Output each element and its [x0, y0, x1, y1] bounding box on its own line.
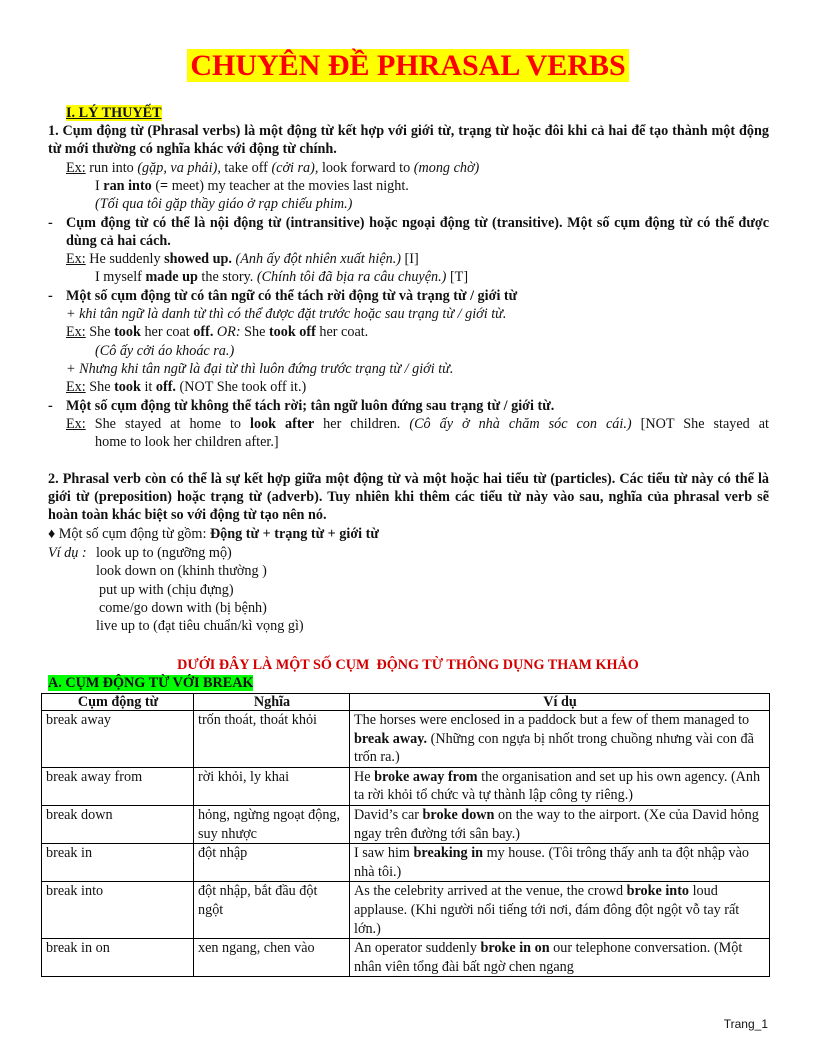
table-row [42, 767, 770, 805]
paragraph-1: 1. Cụm động từ (Phrasal verbs) là một động từ kết hợp với giới từ, trạng từ hoặc đôi khi cả hai để tạo thành một động từ mới thường có nghĩa khác với động từ chính. [48, 123, 769, 158]
page-number: Trang_1 [723, 1017, 768, 1031]
table-row [42, 805, 770, 843]
meaning-cell: xen ngang, chen vào [194, 939, 350, 977]
verb-cell: break down [42, 805, 194, 843]
page-title: CHUYÊN ĐỀ PHRASAL VERBS [0, 46, 816, 86]
verb-cell: break away from [42, 767, 194, 805]
example-cell: I saw him breaking in my house. (Tôi trông thấy anh ta đột nhập vào nhà tôi.) [350, 844, 770, 882]
meaning-cell: trốn thoát, thoát khỏi [194, 711, 350, 768]
example-line: Ex: She took her coat off. OR: She took off her coat. [66, 324, 369, 340]
bullet-line: ♦ Một số cụm động từ gồm: Động từ + trạng từ + giới từ [48, 526, 379, 542]
example-cell: David’s car broke down on the way to the airport. (Xe của David hỏng ngay trên đường tới sân bay.) [350, 805, 770, 843]
list-item: put up with (chịu đựng) [99, 582, 234, 598]
example-translation: (Tối qua tôi gặp thầy giáo ở rạp chiếu phim.) [95, 196, 353, 212]
verb-cell: break away [42, 711, 194, 768]
table-header-row [42, 694, 770, 711]
verb-cell: break in [42, 844, 194, 882]
example-line: Ex: He suddenly showed up. (Anh ấy đột nhiên xuất hiện.) [I] [66, 251, 419, 267]
meaning-cell: đột nhập, bắt đầu đột ngột [194, 882, 350, 939]
bullet-dash: - [48, 288, 53, 304]
meaning-cell: đột nhập [194, 844, 350, 882]
column-header: Ví dụ [350, 694, 770, 711]
bullet-dash: - [48, 215, 53, 231]
example-cell: As the celebrity arrived at the venue, the crowd broke into loud applause. (Khi người nổi tiếng tới nơi, đám đông đột ngột vỗ tay rất lớn.) [350, 882, 770, 939]
reference-heading: DƯỚI ĐÂY LÀ MỘT SỐ CỤM ĐỘNG TỪ THÔNG DỤNG THAM KHẢO [177, 657, 639, 673]
column-header: Cụm động từ [42, 694, 194, 711]
example-cell: The horses were enclosed in a paddock but a few of them managed to break away. (Những con ngựa bị nhốt trong chuồng nhưng vài con đã trốn ra.) [350, 711, 770, 768]
section-heading: I. LÝ THUYẾT [66, 105, 162, 121]
table-row [42, 711, 770, 768]
verb-cell: break into [42, 882, 194, 939]
example-line: I myself made up the story. (Chính tôi đã bịa ra câu chuyện.) [T] [95, 269, 469, 285]
meaning-cell: hỏng, ngừng ngoạt động, suy nhược [194, 805, 350, 843]
example-cell: He broke away from the organisation and set up his own agency. (Anh ta rời khỏi tổ chức và tự thành lập công ty riêng.) [350, 767, 770, 805]
example-line: Ex: She took it off. (NOT She took off it.) [66, 379, 307, 395]
bullet-3: Một số cụm động từ không thể tách rời; tân ngữ luôn đứng sau trạng từ / giới từ. [66, 398, 555, 414]
bullet-2: Một số cụm động từ có tân ngữ có thể tách rời động từ và trạng từ / giới từ [66, 288, 518, 304]
list-item: look up to (ngưỡng mộ) [96, 545, 232, 561]
example-translation: (Cô ấy cởi áo khoác ra.) [95, 343, 235, 359]
bullet-1: Cụm động từ có thể là nội động từ (intransitive) hoặc ngoại động từ (transitive). Một số cụm động từ có thể được dùng cả hai cách. [66, 215, 769, 250]
table-row [42, 882, 770, 939]
bullet-dash: - [48, 398, 53, 414]
example-line: home to look her children after.] [95, 434, 279, 450]
example-line: Ex: She stayed at home to look after her children. (Cô ấy ở nhà chăm sóc con cái.) [NOT She stayed at [66, 416, 769, 432]
note-line: + Nhưng khi tân ngữ là đại từ thì luôn đứng trước trạng từ / giới từ. [66, 361, 454, 377]
list-item: come/go down with (bị bệnh) [99, 600, 267, 616]
column-header: Nghĩa [194, 694, 350, 711]
example-cell: An operator suddenly broke in on our telephone conversation. (Một nhân viên tổng đài bất ngờ chen ngang [350, 939, 770, 977]
table-row [42, 844, 770, 882]
meaning-cell: rời khỏi, ly khai [194, 767, 350, 805]
phrasal-verb-table [41, 693, 770, 977]
list-item: live up to (đạt tiêu chuẩn/kì vọng gì) [96, 618, 304, 634]
example-line: Ex: run into (gặp, va phải), take off (cởi ra), look forward to (mong chờ) [66, 160, 480, 176]
paragraph-2: 2. Phrasal verb còn có thể là sự kết hợp giữa một động từ và một hoặc hai tiểu từ (particles). Các tiểu từ này có thể là giới từ (preposition) hoặc trạng từ (adverb). Tuy nhiên khi thêm các tiểu từ này vào sau, nghĩa của phrasal verb sẽ hoàn toàn khác biệt so với động từ tạo nên nó. [48, 471, 769, 524]
list-item: look down on (khinh thường ) [96, 563, 267, 579]
subsection-heading: A. CỤM ĐỘNG TỪ VỚI BREAK [48, 675, 254, 691]
example-label: Ví dụ : [48, 545, 87, 561]
table-row [42, 939, 770, 977]
verb-cell: break in on [42, 939, 194, 977]
note-line: + khi tân ngữ là danh từ thì có thể được đặt trước hoặc sau trạng từ / giới từ. [66, 306, 507, 322]
example-line: I ran into (= meet) my teacher at the movies last night. [95, 178, 409, 194]
